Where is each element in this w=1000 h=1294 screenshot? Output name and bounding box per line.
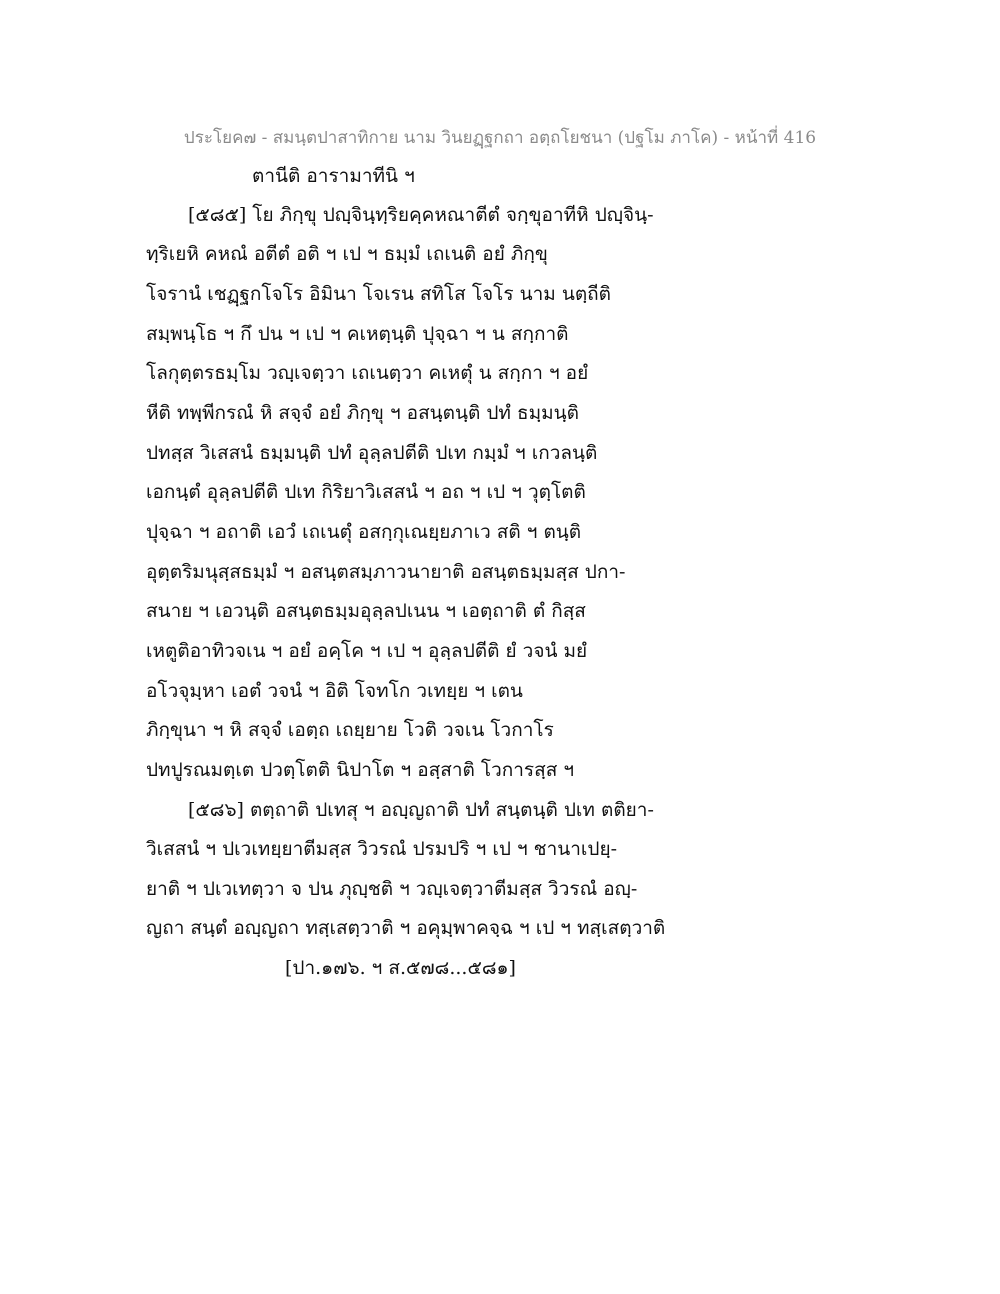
text-line: โลกุตฺตรธมฺโม วญฺเจตฺวา เถเนตฺวา คเหตุํ น สกฺกา ฯ อยํ bbox=[146, 362, 589, 384]
text-line: เหตูติอาทิวจเน ฯ อยํ อคฺโค ฯ เป ฯ อุลฺลปตีติ ยํ วจนํ มยํ bbox=[146, 640, 588, 662]
text-line: ยาติ ฯ ปเวเทตฺวา จ ปน ภุญฺชติ ฯ วญฺเจตฺวาตีมสฺส วิวรณํ อญฺ- bbox=[146, 878, 638, 900]
text-line: ทฺริเยหิ คหณํ อตีตํ อติ ฯ เป ฯ ธมฺมํ เถเนติ อยํ ภิกฺขุ bbox=[146, 243, 548, 265]
text-line: สมฺพนฺโธ ฯ กึ ปน ฯ เป ฯ คเหตฺนฺติ ปุจฺฉา ฯ น สกฺกาติ bbox=[146, 323, 569, 345]
text-line: อุตฺตริมนุสฺสธมฺมํ ฯ อสนฺตสมฺภาวนายาติ อสนฺตธมฺมสฺส ปกา- bbox=[146, 561, 626, 583]
text-line: สนาย ฯ เอวนฺติ อสนฺตธมฺมอุลฺลปเนน ฯ เอตฺถาติ ตํ กิสฺส bbox=[146, 600, 586, 622]
text-line: ญถา สนฺตํ อญฺญถา ทสฺเสตฺวาติ ฯ อคุมฺพาคจฺฉ ฯ เป ฯ ทสฺเสตฺวาติ bbox=[146, 917, 666, 939]
text-line: [๕๘๖] ตตฺถาติ ปเทสุ ฯ อญฺญถาติ ปทํ สนฺตนฺติ ปเท ตติยา- bbox=[188, 799, 654, 821]
text-line: หีติ ทพฺพีกรณํ หิ สจฺจํ อยํ ภิกฺขุ ฯ อสนฺตนฺติ ปทํ ธมฺมนฺติ bbox=[146, 402, 579, 424]
text-line: ปุจฺฉา ฯ อถาติ เอวํ เถเนตุํ อสกฺกุเณยฺยภาเว สติ ฯ ตนฺติ bbox=[146, 521, 582, 543]
text-line: ภิกฺขุนา ฯ หิ สจฺจํ เอตฺถ เถยฺยาย โวติ วจเน โวกาโร bbox=[146, 719, 554, 741]
text-line: ปทปูรณมตฺเต ปวตฺโตติ นิปาโต ฯ อสฺสาติ โวการสฺส ฯ bbox=[146, 759, 575, 781]
text-line: อโวจุมฺหา เอตํ วจนํ ฯ อิติ โจทโก วเทยฺย ฯ เตน bbox=[146, 680, 523, 702]
reference-line: [ปา.๑๗๖. ฯ ส.๕๗๘...๕๘๑] bbox=[285, 957, 516, 979]
text-line: ปทสฺส วิเสสนํ ธมฺมนฺติ ปทํ อุลฺลปตีติ ปเท กมฺมํ ฯ เกวลนฺติ bbox=[146, 442, 598, 464]
text-line: โจรานํ เชฏฺฐกโจโร อิมินา โจเรน สทิโส โจโร นาม นตฺถีติ bbox=[146, 283, 611, 305]
text-line: [๕๘๕] โย ภิกฺขุ ปญฺจินฺทฺริยคฺคหณาตีตํ จกฺขุอาทีหิ ปญฺจินฺ- bbox=[188, 204, 654, 226]
text-line: ตานีติ อารามาทีนิ ฯ bbox=[252, 165, 415, 187]
running-header: ประโยค๗ - สมนฺตปาสาทิกาย นาม วินยฏฺฐกถา อตฺถโยชนา (ปฐโม ภาโค) - หน้าที่ 416 bbox=[183, 128, 817, 148]
text-line: เอกนฺตํ อุลฺลปตีติ ปเท กิริยาวิเสสนํ ฯ อถ ฯ เป ฯ วุตฺโตติ bbox=[146, 481, 586, 503]
text-line: วิเสสนํ ฯ ปเวเทยฺยาตีมสฺส วิวรณํ ปรมปริ ฯ เป ฯ ชานาเปยฺ- bbox=[146, 838, 618, 860]
